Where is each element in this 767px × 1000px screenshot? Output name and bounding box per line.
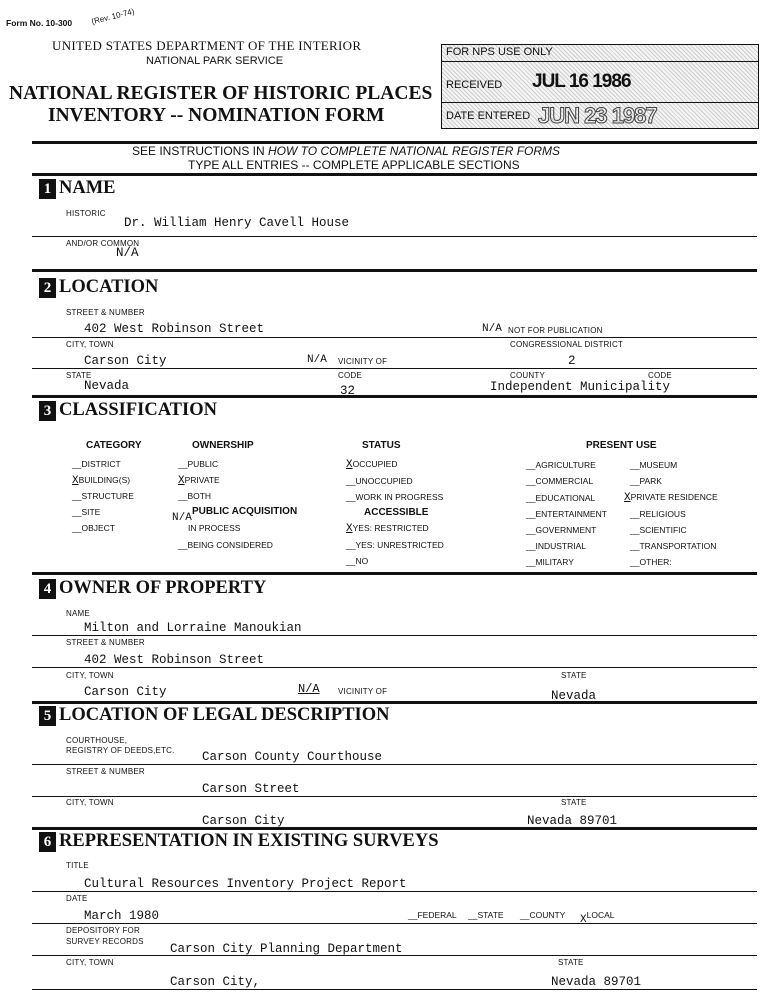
state-value: Nevada — [84, 379, 130, 393]
owner-vicinity-mark: N/A — [298, 682, 320, 696]
survey-federal: __FEDERAL — [408, 910, 457, 920]
historic-name-value: Dr. William Henry Cavell House — [124, 216, 350, 230]
rule — [32, 955, 757, 956]
section-4-header — [39, 578, 266, 599]
nps-use-label: FOR NPS USE ONLY — [446, 46, 553, 58]
common-label: AND/OR COMMON — [66, 239, 140, 248]
section-title: LOCATION OF LEGAL DESCRIPTION — [59, 705, 390, 725]
owner-street-label: STREET & NUMBER — [66, 638, 145, 647]
rule — [32, 667, 757, 668]
section-number: 5 — [39, 706, 56, 726]
county-code-label: CODE — [648, 371, 672, 380]
legal-city-value: Carson City — [202, 814, 285, 828]
rule — [32, 701, 757, 704]
use-scientific: __SCIENTIFIC — [630, 525, 687, 535]
depository-label-1: DEPOSITORY FOR — [66, 926, 140, 935]
section-number: 2 — [39, 278, 56, 298]
survey-state: __STATE — [468, 910, 504, 920]
section-3-header — [39, 400, 217, 421]
use-private-residence: XPRIVATE RESIDENCE — [624, 492, 718, 504]
nfp-label: NOT FOR PUBLICATION — [508, 326, 603, 335]
legal-city-label: CITY, TOWN — [66, 798, 114, 807]
section-number: 1 — [39, 179, 56, 199]
use-government: __GOVERNMENT — [526, 525, 597, 535]
use-park: __PARK — [630, 476, 662, 486]
section-1-header — [39, 178, 116, 199]
depository-value: Carson City Planning Department — [170, 942, 403, 956]
accessible-restricted: XYES: RESTRICTED — [346, 523, 429, 535]
survey-county: __COUNTY — [520, 910, 566, 920]
legal-state-label: STATE — [561, 798, 587, 807]
form-title-line-1: NATIONAL REGISTER OF HISTORIC PLACES — [9, 83, 433, 104]
rule — [32, 989, 757, 990]
courthouse-label-1: COURTHOUSE, — [66, 736, 128, 745]
owner-vicinity-label: VICINITY OF — [338, 687, 388, 696]
use-transportation: __TRANSPORTATION — [630, 541, 717, 551]
service-name: NATIONAL PARK SERVICE — [146, 55, 284, 67]
nfp-mark: N/A — [482, 323, 502, 335]
ownership-heading: OWNERSHIP — [192, 440, 254, 451]
category-site: __SITE — [72, 507, 101, 517]
category-heading: CATEGORY — [86, 440, 142, 451]
acquisition-being-considered: __BEING CONSIDERED — [178, 540, 273, 550]
use-educational: __EDUCATIONAL — [526, 493, 596, 503]
accessible-heading: ACCESSIBLE — [364, 507, 429, 518]
nps-use-only-box — [441, 44, 759, 129]
section-number: 4 — [39, 579, 56, 599]
street-label: STREET & NUMBER — [66, 308, 145, 317]
status-unoccupied: __UNOCCUPIED — [346, 476, 413, 486]
survey-date-label: DATE — [66, 894, 88, 903]
present-use-heading: PRESENT USE — [586, 440, 657, 451]
accessible-unrestricted: __YES: UNRESTRICTED — [346, 540, 444, 550]
received-label: RECEIVED — [446, 79, 503, 91]
survey-state-value: Nevada 89701 — [551, 975, 642, 989]
section-6-header — [39, 831, 439, 852]
category-district: __DISTRICT — [72, 459, 121, 469]
rule — [32, 395, 757, 398]
instructions-divider — [32, 173, 757, 176]
survey-title-value: Cultural Resources Inventory Project Report — [84, 877, 407, 891]
use-military: __MILITARY — [526, 557, 574, 567]
use-other: __OTHER: — [630, 557, 672, 567]
rule — [32, 236, 757, 237]
acquisition-mark: N/A — [172, 512, 192, 524]
legal-street-label: STREET & NUMBER — [66, 767, 145, 776]
use-agriculture: __AGRICULTURE — [526, 460, 596, 470]
date-entered-label: DATE ENTERED — [446, 110, 531, 122]
city-label: CITY, TOWN — [66, 340, 114, 349]
legal-street-value: Carson Street — [202, 782, 300, 796]
owner-name-value: Milton and Lorraine Manoukian — [84, 621, 302, 635]
county-label: COUNTY — [510, 371, 545, 380]
acquisition-in-process: IN PROCESS — [188, 523, 241, 533]
rule — [32, 635, 757, 636]
section-title: REPRESENTATION IN EXISTING SURVEYS — [59, 831, 439, 851]
status-occupied: XOCCUPIED — [346, 459, 398, 471]
district-label: CONGRESSIONAL DISTRICT — [510, 340, 624, 349]
section-5-header — [39, 705, 390, 726]
acquisition-heading: PUBLIC ACQUISITION — [192, 506, 298, 517]
accessible-no: __NO — [346, 556, 369, 566]
status-heading: STATUS — [362, 440, 401, 451]
rule — [32, 827, 757, 830]
code-label: CODE — [338, 371, 362, 380]
form-title-line-2: INVENTORY -- NOMINATION FORM — [48, 105, 385, 126]
legal-state-value: Nevada 89701 — [527, 814, 618, 828]
ownership-both: __BOTH — [178, 491, 212, 501]
use-religious: __RELIGIOUS — [630, 509, 686, 519]
use-commercial: __COMMERCIAL — [526, 476, 594, 486]
use-entertainment: __ENTERTAINMENT — [526, 509, 607, 519]
owner-state-label: STATE — [561, 671, 587, 680]
section-title: NAME — [59, 178, 116, 198]
category-building: XBUILDING(S) — [72, 475, 131, 487]
survey-city-label: CITY, TOWN — [66, 958, 114, 967]
city-value: Carson City — [84, 354, 167, 368]
received-stamp: JUL 16 1986 — [532, 71, 631, 92]
instructions-line-1: SEE INSTRUCTIONS IN HOW TO COMPLETE NATIONAL REGISTER FORMS — [132, 144, 561, 158]
survey-local: XLOCAL — [580, 910, 615, 926]
rule — [32, 796, 757, 797]
street-value: 402 West Robinson Street — [84, 322, 265, 336]
use-industrial: __INDUSTRIAL — [526, 541, 586, 551]
form-revision: (Rev. 10-74) — [90, 6, 136, 27]
section-title: LOCATION — [59, 277, 159, 297]
historic-label: HISTORIC — [66, 209, 106, 218]
instructions-line-2: TYPE ALL ENTRIES -- COMPLETE APPLICABLE SECTIONS — [188, 158, 520, 172]
section-number: 3 — [39, 401, 56, 421]
rule — [32, 764, 757, 765]
district-value: 2 — [568, 354, 576, 368]
owner-street-value: 402 West Robinson Street — [84, 653, 265, 667]
ownership-public: __PUBLIC — [178, 459, 219, 469]
vicinity-label: VICINITY OF — [338, 357, 388, 366]
state-code-value: 32 — [340, 384, 356, 398]
survey-date-value: March 1980 — [84, 909, 160, 923]
county-value: Independent Municipality — [490, 380, 671, 394]
rule — [32, 891, 757, 892]
state-label: STATE — [66, 371, 92, 380]
vicinity-mark: N/A — [307, 354, 327, 366]
rule — [32, 269, 757, 272]
survey-title-label: TITLE — [66, 861, 89, 870]
survey-state-label: STATE — [558, 958, 584, 967]
owner-state-value: Nevada — [551, 689, 597, 703]
owner-city-label: CITY, TOWN — [66, 671, 114, 680]
ownership-private: XPRIVATE — [178, 475, 220, 487]
category-structure: __STRUCTURE — [72, 491, 134, 501]
owner-name-label: NAME — [66, 609, 90, 618]
form-number: Form No. 10-300 — [6, 18, 73, 28]
owner-city-value: Carson City — [84, 685, 167, 699]
rule — [32, 368, 757, 369]
section-2-header — [39, 277, 158, 298]
category-object: __OBJECT — [72, 523, 115, 533]
courthouse-value: Carson County Courthouse — [202, 750, 383, 764]
department-name: UNITED STATES DEPARTMENT OF THE INTERIOR — [52, 38, 362, 53]
rule — [32, 337, 757, 338]
section-title: CLASSIFICATION — [59, 400, 217, 420]
rule — [32, 923, 757, 924]
depository-label-2: SURVEY RECORDS — [66, 937, 144, 946]
use-museum: __MUSEUM — [630, 460, 678, 470]
courthouse-label-2: REGISTRY OF DEEDS,ETC. — [66, 746, 175, 755]
date-entered-stamp: JUN 23 1987 — [538, 103, 657, 128]
status-work-in-progress: __WORK IN PROGRESS — [346, 492, 444, 502]
survey-city-value: Carson City, — [170, 975, 261, 989]
common-name-value: N/A — [116, 246, 139, 260]
section-title: OWNER OF PROPERTY — [59, 578, 267, 598]
section-number: 6 — [39, 832, 56, 852]
rule — [32, 572, 757, 575]
